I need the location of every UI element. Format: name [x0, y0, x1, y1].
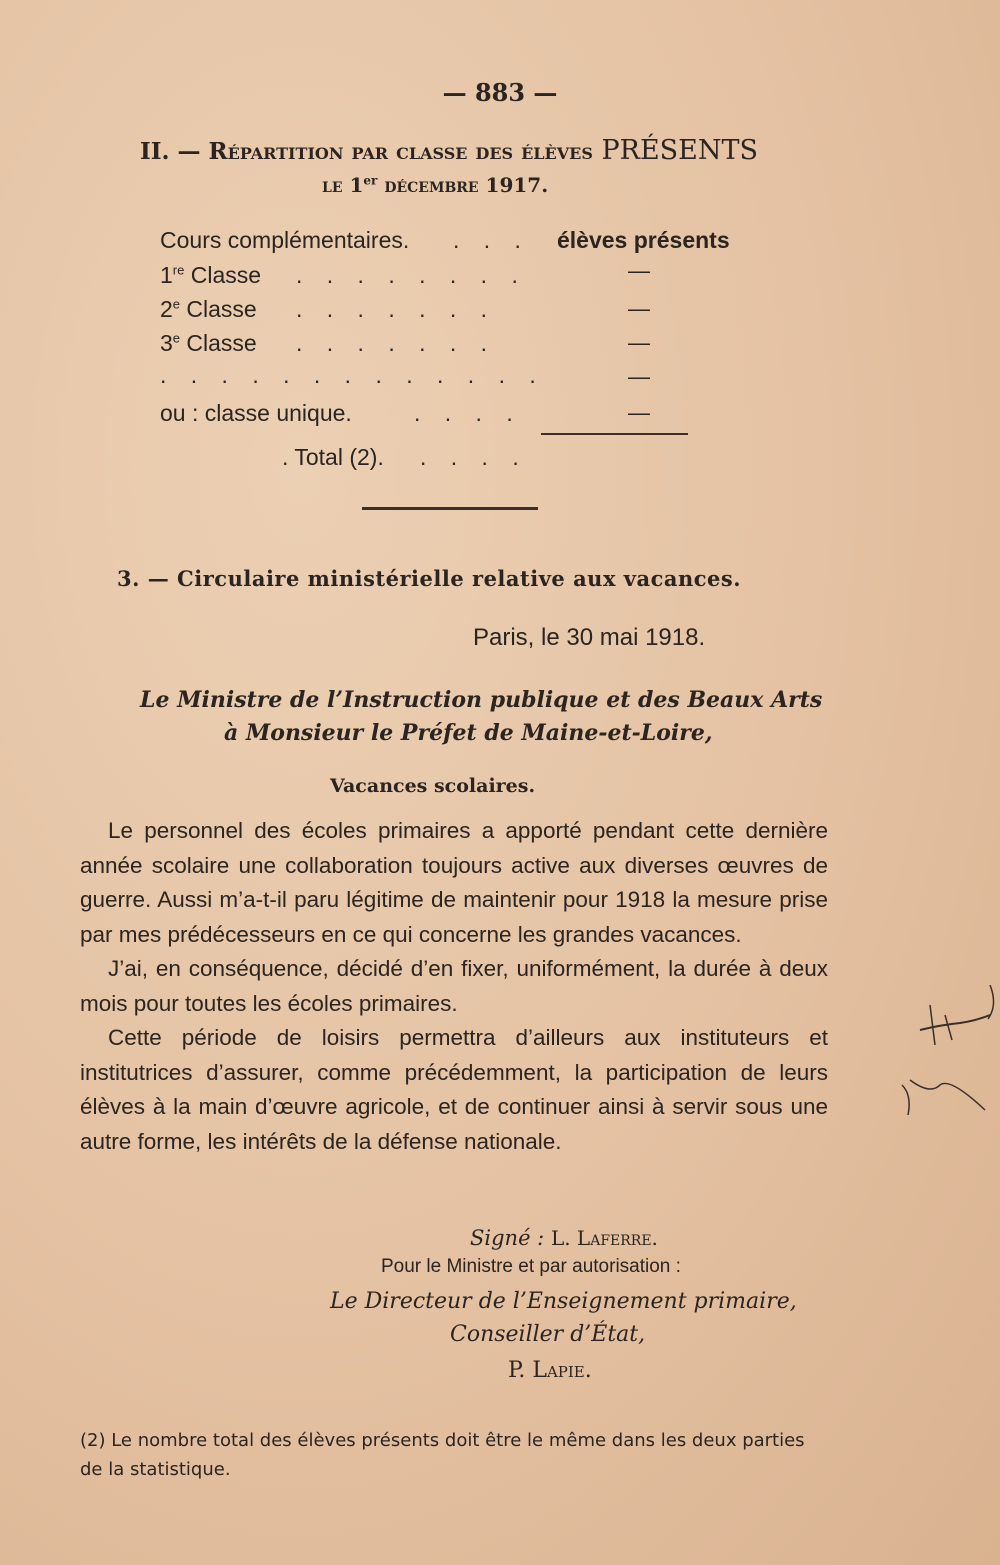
table-row-dots: . . . . . . . — [296, 296, 497, 322]
councillor-line: Conseiller d’État, — [450, 1322, 646, 1347]
table-row-label: 2e Classe — [160, 296, 257, 322]
paragraph: Le personnel des écoles primaires a apporté pendant cette dernière année scolaire une collaboration toujours active aux diverses œuvres de guerre. Aussi m’a-t-il paru légitime de maintenir pour 1918 la mesure prise par mes prédécesseurs en ce qui concerne les grandes vacances. — [80, 818, 828, 947]
paragraph: Cette période de loisirs permettra d’ailleurs aux instituteurs et institutrices d’assurer, comme précédemment, la participation de leurs élèves à la main d’œuvre agricole, et de continuer ainsi à servir sous une autre forme, les intérêts de la défense nationale. — [80, 1025, 828, 1154]
section-2-title — [140, 135, 758, 166]
table-row-label: 1re Classe — [160, 262, 262, 288]
signed-prefix: Signé : — [470, 1226, 551, 1250]
table-header-column: élèves présents — [557, 227, 730, 253]
letter-address-line-2: à Monsieur le Préfet de Maine-et-Loire, — [224, 720, 713, 746]
margin-pen-mark — [890, 985, 1000, 1135]
table-row-value: — — [628, 330, 650, 355]
director-line: Le Directeur de l’Enseignement primaire, — [330, 1289, 797, 1314]
second-signer: P. Lapie. — [508, 1358, 592, 1383]
subtitle-le: le 1 — [322, 173, 364, 197]
paragraph: J’ai, en conséquence, décidé d’en fixer, uniformément, la durée à deux mois pour toutes les écoles primaires. — [80, 956, 828, 1016]
footnote: (2) Le nombre total des élèves présents doit être le même dans les deux parties de la statistique. — [80, 1430, 805, 1480]
table-total-dots: . . . . — [420, 444, 528, 470]
letter-address-line-1: Le Ministre de l’Instruction publique et des Beaux Arts — [140, 687, 823, 713]
letter-subject: Vacances scolaires. — [330, 775, 536, 797]
table-unique-value: — — [628, 400, 650, 425]
section-2-prefix: II. — — [140, 138, 209, 165]
subtitle-sup: er — [363, 173, 378, 188]
signed-name: L. Laferre. — [550, 1226, 658, 1250]
table-row-value: — — [628, 296, 650, 321]
table-row-label: 3e Classe — [160, 330, 257, 356]
table-unique-label: ou : classe unique. — [160, 400, 352, 426]
table-row-dots: . . . . . . . — [296, 330, 497, 356]
table-total-label: . Total (2). — [282, 444, 384, 470]
table-unique-dots: . . . . — [414, 400, 522, 426]
section-2-big: PRÉSENTS — [592, 135, 759, 166]
table-header-label: Cours complémentaires. — [160, 227, 410, 253]
table-blank-row-dots: . . . . . . . . . . . . . — [160, 362, 545, 388]
section-2-smallcaps: Répartition par classe des élèves — [208, 138, 593, 165]
subtitle-rest: décembre 1917. — [377, 173, 549, 197]
letter-date: Paris, le 30 mai 1918. — [473, 624, 706, 651]
total-rule — [541, 433, 688, 435]
signature-line — [470, 1226, 658, 1250]
section-2-subtitle — [322, 173, 548, 197]
table-row-dots: . . . . . . . . — [296, 262, 527, 288]
section-3-title: 3. — Circulaire ministérielle relative aux vacances. — [117, 566, 742, 591]
page-number: — 883 — — [442, 78, 558, 107]
for-minister-line: Pour le Ministre et par autorisation : — [381, 1256, 681, 1277]
table-row-value: — — [628, 258, 650, 283]
section-divider — [362, 507, 538, 510]
table-header-dots: . . . — [453, 227, 530, 253]
letter-body — [80, 814, 828, 1159]
table-blank-row-value: — — [628, 364, 650, 389]
